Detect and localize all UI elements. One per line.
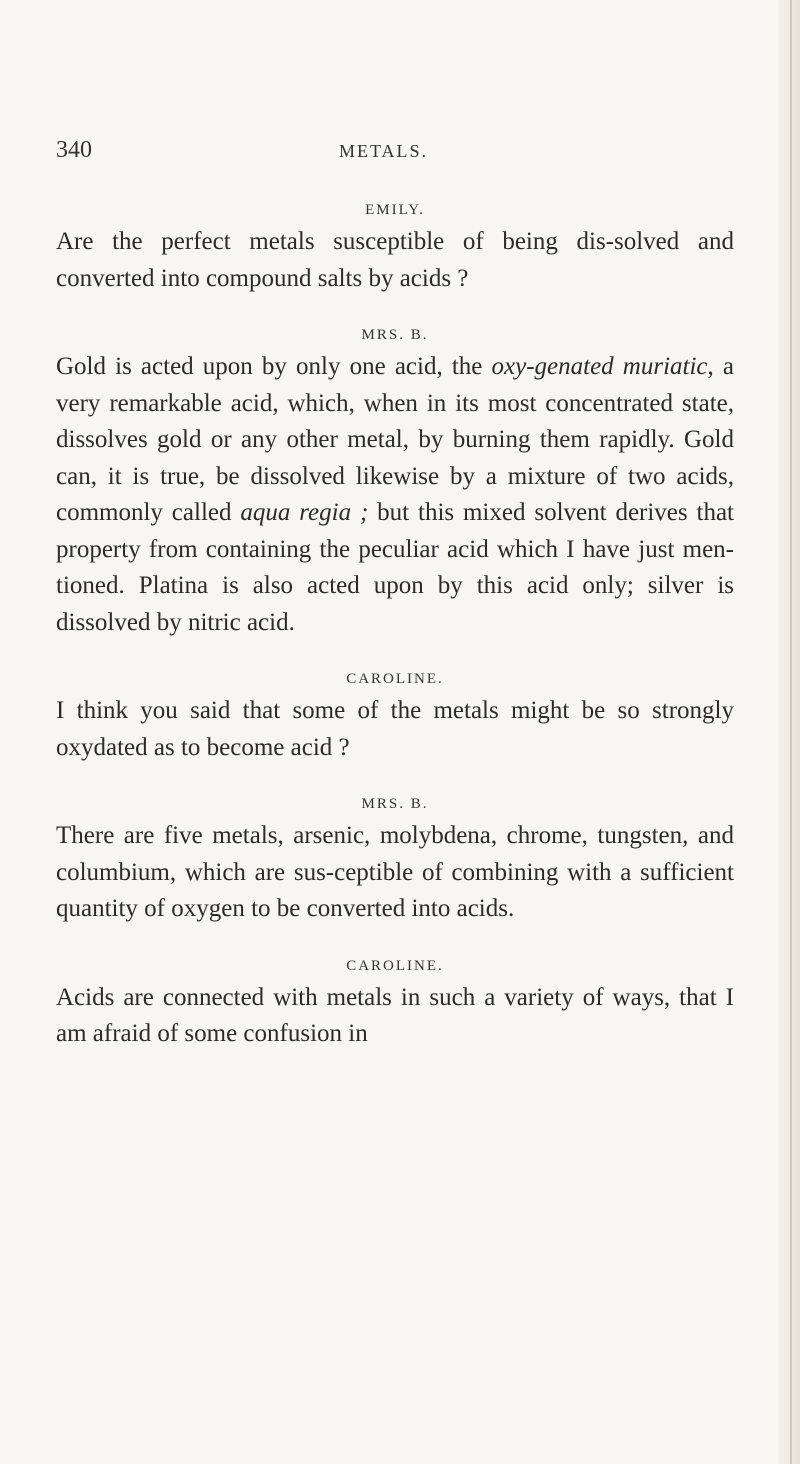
dialogue-text <box>56 196 734 1077</box>
speaker-emily: EMILY. <box>365 202 425 218</box>
speaker-mrs-b: MRS. B. <box>361 796 429 812</box>
paragraph-mrs-b-gold <box>56 349 734 641</box>
italic-term: aqua regia ; <box>240 499 369 526</box>
text-segment: but this mixed solvent derives that property from containing the peculiar acid which I have just men-tioned. Platina is also acted upon by this acid only; silver is dissolved by nitric acid. <box>56 499 734 636</box>
paragraph-caroline-variety: Acids are connected with metals in such a variety of ways, that I am afraid of some confusion in <box>56 983 734 1047</box>
page-number: 340 <box>56 137 92 163</box>
page-edge-line <box>790 0 792 1464</box>
page-edge <box>778 0 800 1464</box>
paragraph-emily: Are the perfect metals susceptible of being dis-solved and converted into compound salts by acids ? <box>56 228 734 292</box>
speaker-caroline: CAROLINE. <box>346 957 444 974</box>
paragraph-mrs-b-five-metals: There are five metals, arsenic, molybdena, chrome, tungsten, and columbium, which are sus-ceptible of combining with a sufficient quantity of oxygen to be converted into acids. <box>56 822 734 922</box>
speaker-caroline: CAROLINE. <box>346 671 444 687</box>
text-segment: Gold is acted upon by only one acid, the <box>56 353 492 380</box>
paragraph-caroline-acid: I think you said that some of the metals might be so strongly oxydated as to become acid ? <box>56 697 734 761</box>
running-head <box>56 137 736 167</box>
running-title: METALS. <box>339 141 429 161</box>
text-segment: , a very remarkable acid, which, when in its most concentrated state, dissolves gold or any other metal, by burning them rapidly. Gold can, it is true, be dissolved likewise by a mixture of two acids, commonly called <box>56 353 734 526</box>
italic-term: oxy-genated muriatic <box>491 353 708 380</box>
speaker-mrs-b: MRS. B. <box>361 327 429 343</box>
